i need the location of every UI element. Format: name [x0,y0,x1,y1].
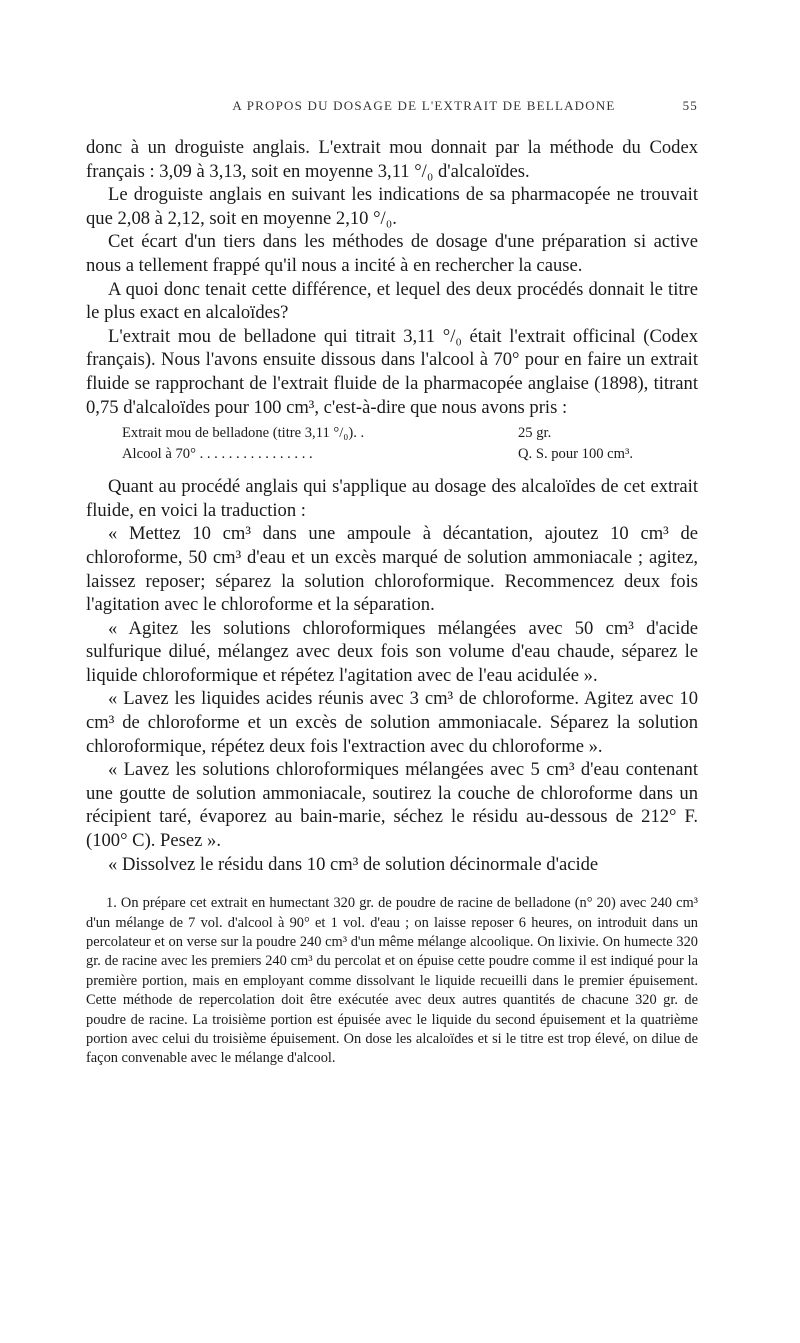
recipe-quantity: Q. S. pour 100 cm³. [518,446,634,463]
paragraph: « Lavez les solutions chloroformiques mélangées avec 5 cm³ d'eau contenant une goutte de solution ammoniacale, soutirez la couche de chloroforme dans un récipient taré, évaporez au bain-marie, séchez le résidu au-dessous de 212° F. (100° C). Pesez ». [86,759,698,852]
footnotes [86,894,698,1069]
recipe-quantity: 25 gr. [518,425,552,442]
paragraph: « Agitez les solutions chloroformiques mélangées avec 50 cm³ d'acide sulfurique dilué, mélangez avec deux fois son volume d'eau chaude, séparez le liquide chloroformique et répétez l'agitation avec de l'eau acidulée ». [86,617,698,686]
paragraph: « Mettez 10 cm³ dans une ampoule à décantation, ajoutez 10 cm³ de chloroforme, 50 cm³ d'eau et un excès marqué de solution ammoniacale ; agitez, laissez reposer; séparez la solution chloroformique. Recommencez deux fois l'agitation avec le chloroforme et la séparation. [86,523,698,616]
recipe-row [122,423,662,444]
page-number: 55 [682,98,698,113]
document-page [86,98,698,1069]
footnote: 1. On prépare cet extrait en humectant 320 gr. de poudre de racine de belladone (n° 20) avec 240 cm³ d'un mélange de 7 vol. d'alcool à 90° et 1 vol. d'eau ; on laisse reposer 6 heures, on introduit dans un percolateur et on verse sur la poudre 240 cm³ d'un même mélange alcoolique. On lixivie. On humecte 320 gr. de racine avec les premiers 240 cm³ du percolat et on épuise cette poudre comme il est indiqué pour la première portion, mais en employant comme dissolvant le liquide recueilli dans le premier épuisement. Cette méthode de repercolation doit être exécutée avec deux autres quantités de chacune 320 gr. de poudre de racine. La troisième portion est épuisée avec le liquide du second épuisement et la quatrième portion avec celui du troisième épuisement. On dose les alcaloïdes et si le titre est trop élevé, on dilue de façon convenable avec le mélange d'alcool. [86,895,698,1067]
paragraph: donc à un droguiste anglais. L'extrait mou donnait par la méthode du Codex français : 3,09 à 3,13, soit en moyenne 3,11 °/₀ d'alcaloïdes. [86,137,698,182]
recipe-row [122,444,662,465]
running-title: A PROPOS DU DOSAGE DE L'EXTRAIT DE BELLADONE [232,98,616,113]
paragraph: L'extrait mou de belladone qui titrait 3,11 °/₀ était l'extrait officinal (Codex français). Nous l'avons ensuite dissous dans l'alcool à 70° pour en faire un extrait fluide se rapprochant de l'extrait fluide de la pharmacopée anglaise (1898), titrant 0,75 d'alcaloïdes pour 100 cm³, c'est-à-dire que nous avons pris : [86,325,698,418]
paragraph: Le droguiste anglais en suivant les indications de sa pharmacopée ne trouvait que 2,08 à 2,12, soit en moyenne 2,10 °/₀. [86,184,698,229]
paragraph: « Lavez les liquides acides réunis avec 3 cm³ de chloroforme. Agitez avec 10 cm³ de chloroforme et un excès de solution ammoniacale. Séparez la solution chloroformique, répétez deux fois l'extraction avec du chloroforme ». [86,688,698,757]
paragraph: Quant au procédé anglais qui s'applique au dosage des alcaloïdes de cet extrait fluide, en voici la traduction : [86,476,698,521]
paragraph: « Dissolvez le résidu dans 10 cm³ de solution décinormale d'acide [108,853,599,875]
recipe-ingredient: Alcool à 70° . . . . . . . . . . . . . . . . [122,446,313,463]
paragraph: Cet écart d'un tiers dans les méthodes de dosage d'une préparation si active nous a tellement frappé qu'il nous a incité à en rechercher la cause. [86,231,698,276]
recipe-ingredient: Extrait mou de belladone (titre 3,11 °/₀). . [122,425,365,442]
running-header [86,98,698,114]
recipe-list [122,423,662,465]
body-text [86,136,698,876]
paragraph: A quoi donc tenait cette différence, et lequel des deux procédés donnait le titre le plus exact en alcaloïdes? [86,278,698,324]
